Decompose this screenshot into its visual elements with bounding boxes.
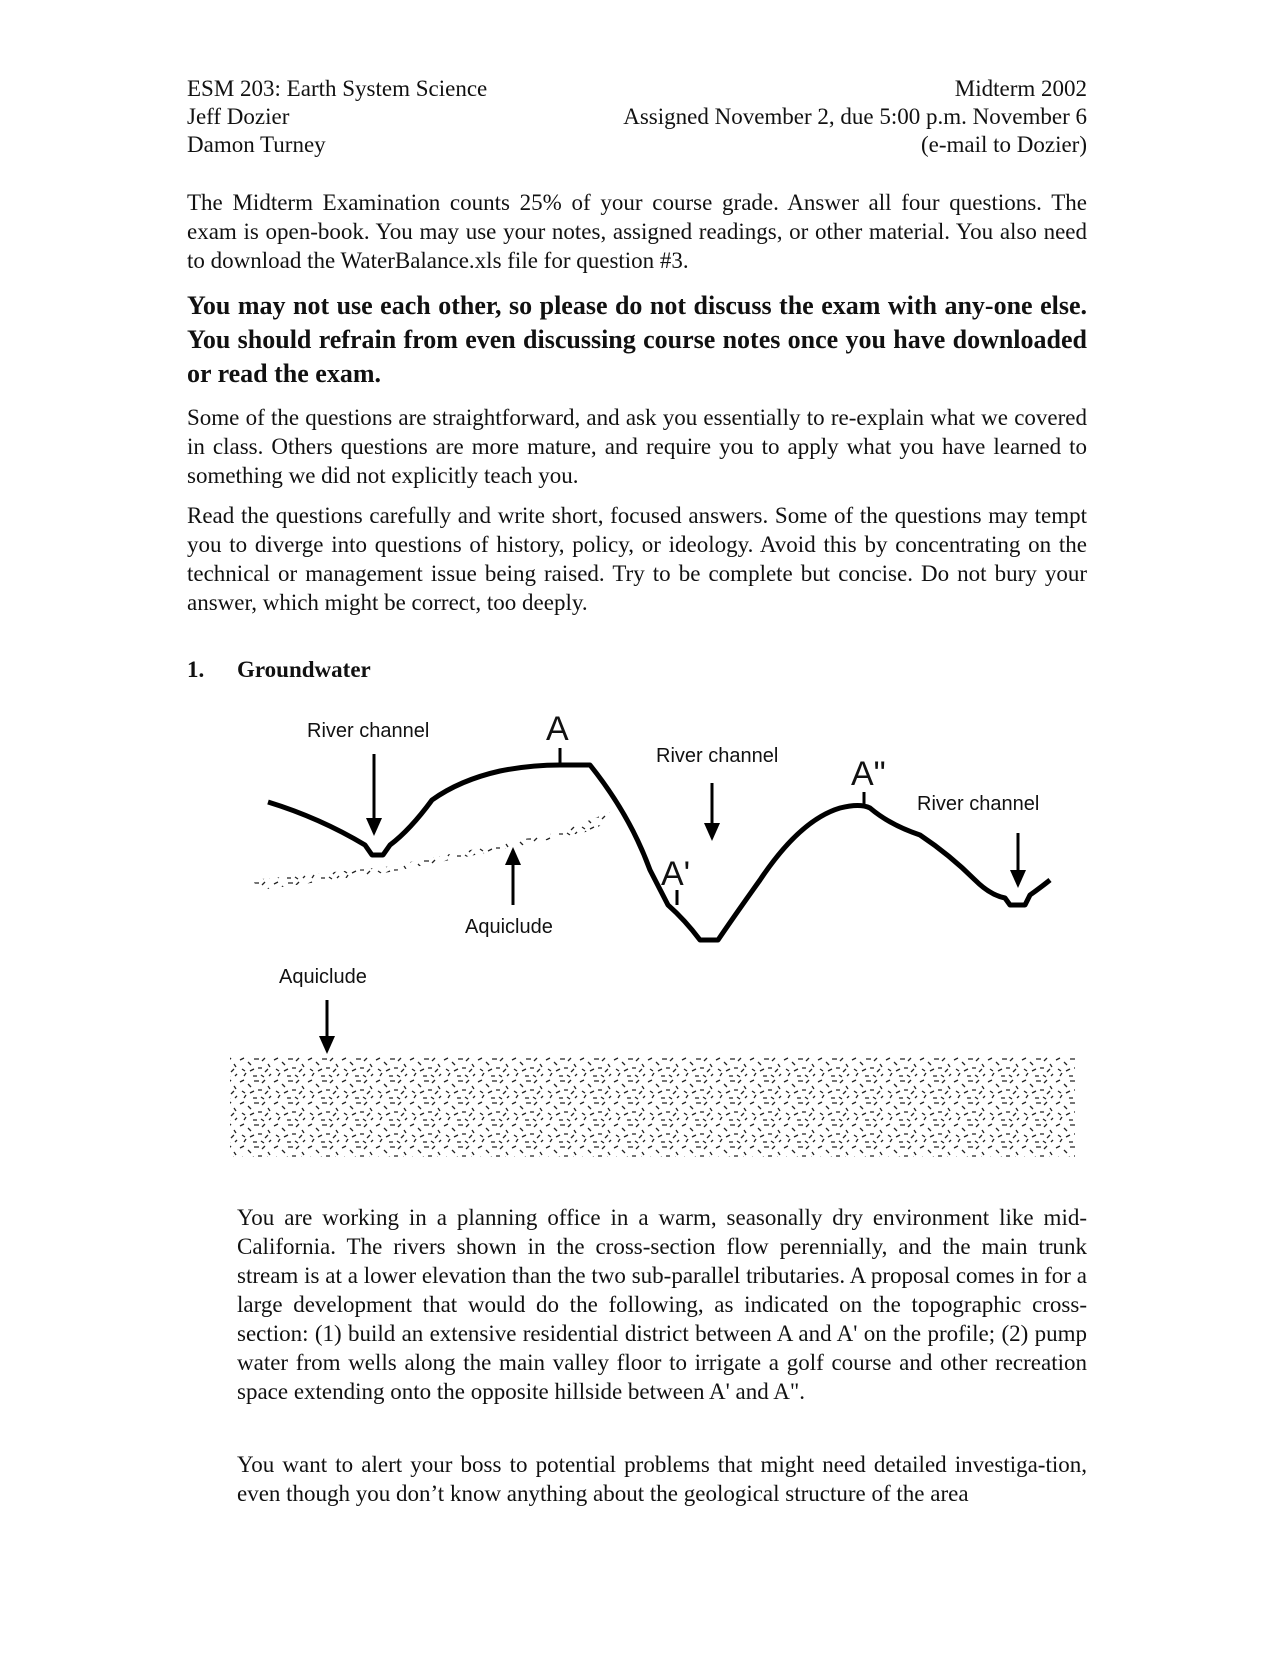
ta-name: Damon Turney bbox=[187, 132, 326, 157]
submission-note: (e-mail to Dozier) bbox=[920, 132, 1087, 157]
warning-paragraph: You may not use each other, so please do not discuss the exam with any-one else. You should refrain from even discussing course notes once you have downloaded or read the exam. bbox=[187, 291, 1087, 388]
label-river-channel-3: River channel bbox=[917, 793, 1040, 815]
question-1-task: You want to alert your boss to potential problems that might need detailed investiga-tion, even though you don’t know anything about the geological structure of the area bbox=[237, 1452, 1087, 1506]
section-title: Groundwater bbox=[237, 657, 371, 682]
label-point-a: A bbox=[546, 710, 569, 748]
arrow-river-channel-2 bbox=[704, 783, 720, 841]
section-number: 1. bbox=[187, 657, 205, 682]
instructor-name: Jeff Dozier bbox=[187, 104, 290, 129]
arrow-river-channel-1 bbox=[366, 754, 382, 836]
question-1-description: You are working in a planning office in a warm, seasonally dry environment like mid-California. The rivers shown in the cross-section flow perennially, and the main trunk stream is at a lower elevation than the two sub-parallel tributaries. A proposal comes in for a large development that would do the following, as indicated on the topographic cross-section: (1) build an extensive residential district between A and A' on the profile; (2) pump water from wells along the main valley floor to irrigate a golf course and other recreation space extending onto the opposite hillside between A' and A". bbox=[237, 1205, 1087, 1404]
lower-aquiclude-layer bbox=[230, 1057, 1075, 1157]
exam-title: Midterm 2002 bbox=[954, 76, 1087, 101]
label-aquiclude-1: Aquiclude bbox=[465, 916, 553, 938]
upper-aquiclude-layer bbox=[252, 808, 620, 890]
label-aquiclude-2: Aquiclude bbox=[279, 966, 367, 988]
intro-paragraph: The Midterm Examination counts 25% of your course grade. Answer all four questions. The exam is open-book. You may use your notes, assigned readings, or other material. You also need to download the WaterBalance.xls file for question #3. bbox=[187, 190, 1087, 273]
instructions-paragraph: Some of the questions are straightforward, and ask you essentially to re-explain what we covered in class. Others questions are more mature, and require you to apply what you have learned to something we did not explicitly teach you. bbox=[187, 405, 1087, 488]
assignment-dates: Assigned November 2, due 5:00 p.m. November 6 bbox=[623, 104, 1087, 129]
course-title: ESM 203: Earth System Science bbox=[187, 76, 488, 101]
label-river-channel-2: River channel bbox=[656, 745, 779, 767]
guidance-paragraph: Read the questions carefully and write short, focused answers. Some of the questions may tempt you to diverge into questions of history, policy, or ideology. Avoid this by concentrating on the technical or management issue being raised. Try to be complete but concise. Do not bury your answer, which might be correct, too deeply. bbox=[187, 503, 1087, 615]
label-point-a-double-prime: A" bbox=[851, 755, 886, 793]
arrow-aquiclude-1 bbox=[505, 847, 521, 905]
arrow-river-channel-3 bbox=[1010, 833, 1026, 888]
label-river-channel-1: River channel bbox=[307, 720, 430, 742]
topographic-profile bbox=[268, 765, 1050, 940]
arrow-aquiclude-2 bbox=[319, 1000, 335, 1054]
label-point-a-prime: A' bbox=[661, 855, 691, 893]
